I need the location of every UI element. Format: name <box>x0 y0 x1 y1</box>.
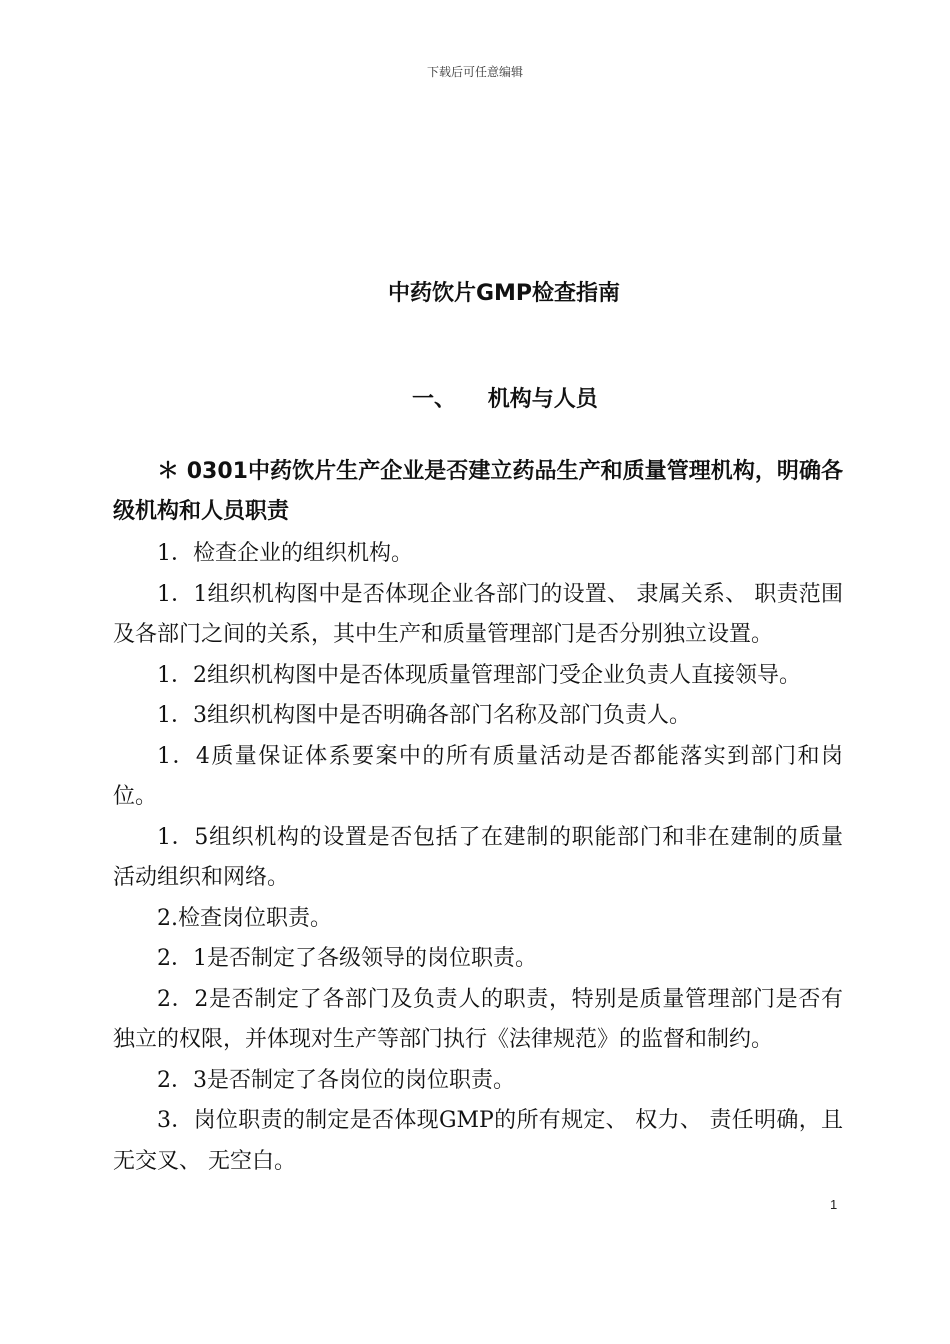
item-1-5: 1．5组织机构的设置是否包括了在建制的职能部门和非在建制的质量活动组织和网络。 <box>113 824 843 890</box>
clause-0301: ＊ 0301中药饮片生产企业是否建立药品生产和质量管理机构，明确各级机构和人员职责 <box>113 459 843 524</box>
section-label: 机构与人员 <box>487 387 598 412</box>
item-1: 1．检查企业的组织机构。 <box>157 541 413 566</box>
item-1-3: 1．3组织机构图中是否明确各部门名称及部门负责人。 <box>157 703 691 728</box>
page-header-note: 下载后可任意编辑 <box>426 65 523 79</box>
document-body <box>113 452 843 1182</box>
item-2: 2.检查岗位职责。 <box>157 905 332 931</box>
section-heading <box>412 382 598 413</box>
item-2-3: 2．3是否制定了各岗位的岗位职责。 <box>157 1067 515 1093</box>
item-2-2: 2．2是否制定了各部门及负责人的职责，特别是质量管理部门是否有独立的权限，并体现对生产等部门执行《法律规范》的监督和制约。 <box>113 986 843 1052</box>
item-1-2: 1．2组织机构图中是否体现质量管理部门受企业负责人直接领导。 <box>157 662 801 688</box>
item-3: 3．岗位职责的制定是否体现GMP的所有规定、 权力、 责任明确，且无交叉、 无空白。 <box>113 1108 843 1174</box>
document-title: 中药饮片GMP检查指南 <box>387 281 621 306</box>
section-number: 一、 <box>412 387 457 412</box>
item-1-1: 1．1组织机构图中是否体现企业各部门的设置、 隶属关系、 职责范围及各部门之间的关系，其中生产和质量管理部门是否分别独立设置。 <box>113 581 843 647</box>
page-number: 1 <box>830 1197 838 1212</box>
item-2-1: 2．1是否制定了各级领导的岗位职责。 <box>157 946 537 971</box>
item-1-4: 1．4质量保证体系要案中的所有质量活动是否都能落实到部门和岗位。 <box>113 743 843 809</box>
